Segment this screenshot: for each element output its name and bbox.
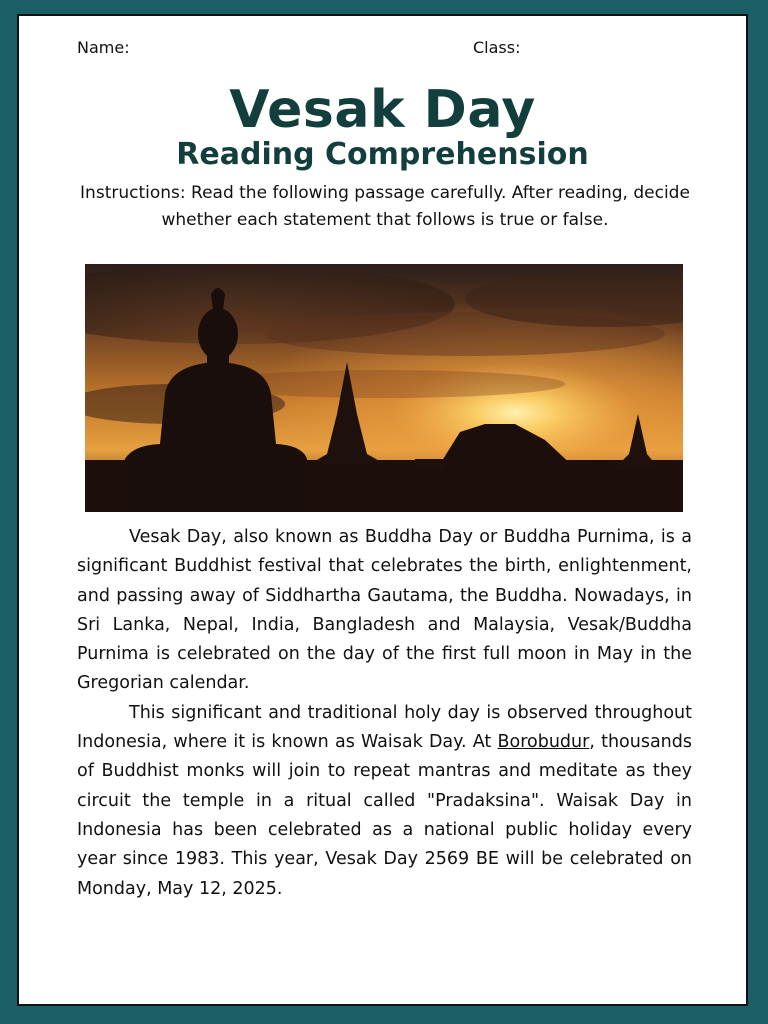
buddha-sunset-image [85,264,683,512]
reading-passage [77,523,692,904]
page-subtitle: Reading Comprehension [176,137,589,172]
name-label: Name: [77,38,130,57]
page-title: Vesak Day [229,80,536,140]
class-label: Class: [473,38,521,57]
worksheet-page [17,14,748,1006]
borobudur-link[interactable]: Borobudur [497,732,590,753]
paragraph-2-start: This significant and traditional holy day is observed throughout Indonesia, where it is known as Waisak Day. At [77,702,692,753]
passage-paragraph-1: Vesak Day, also known as Buddha Day or Buddha Purnima, is a significant Buddhist festival that celebrates the birth, enlightenment, and passing away of Siddhartha Gautama, the Buddha. Nowadays, in Sri Lanka, Nepal, India, Bangladesh and Malaysia, Vesak/Buddha Purnima is celebrated on the day of the first full moon in May in the Gregorian calendar. [77,527,692,694]
instructions-text: Instructions: Read the following passage carefully. After reading, decide whether each statement that follows is true or false. [80,183,690,230]
passage-paragraph-2 [77,699,692,904]
paragraph-2-end: , thousands of Buddhist monks will join to repeat mantras and meditate as they circuit the temple in a ritual called "Pradaksina". Waisak Day in Indonesia has been celebrated as a national public holiday every year since 1983. This year, Vesak Day 2569 BE will be celebrated on Monday, May 12, 2025. [77,732,692,899]
